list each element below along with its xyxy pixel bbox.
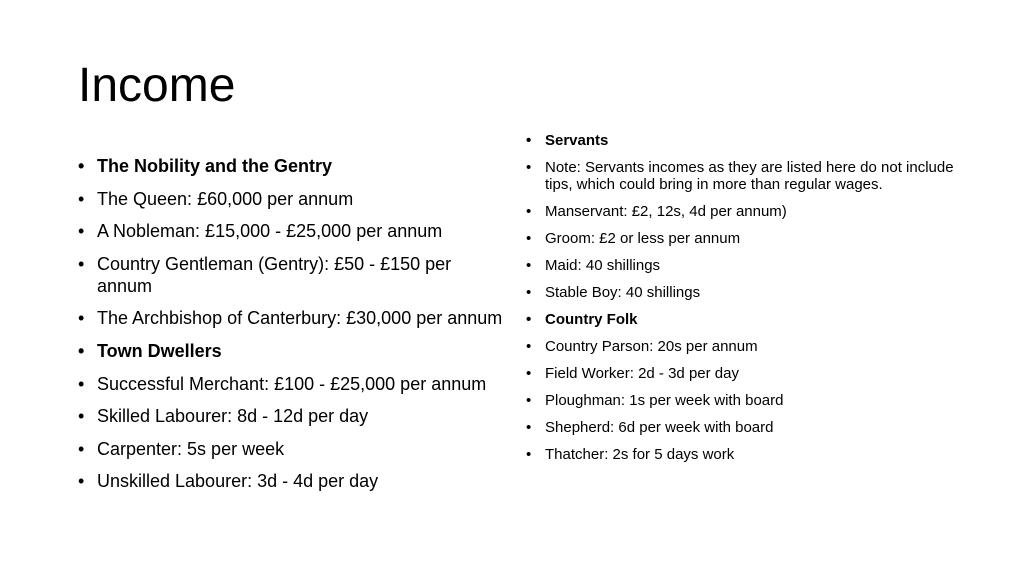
right-list-item-servants-note: • Note: Servants incomes as they are listed here do not include tips, which could bring in more than regular wages.: [526, 159, 956, 193]
right-bullet-list: [526, 132, 956, 473]
left-list-item-country-gentleman: • Country Gentleman (Gentry): £50 - £150 per annum: [78, 253, 508, 297]
left-list-item-merchant: • Successful Merchant: £100 - £25,000 per annum: [78, 373, 508, 395]
left-list-item-carpenter: • Carpenter: 5s per week: [78, 438, 508, 460]
left-list-item-unskilled-labourer: • Unskilled Labourer: 3d - 4d per day: [78, 470, 508, 492]
left-list-item-nobleman: • A Nobleman: £15,000 - £25,000 per annum: [78, 220, 508, 242]
right-list-item-ploughman: • Ploughman: 1s per week with board: [526, 392, 956, 409]
right-list-item-field-worker: • Field Worker: 2d - 3d per day: [526, 365, 956, 382]
right-list-item-manservant: • Manservant: £2, 12s, 4d per annum): [526, 203, 956, 220]
left-list-item-skilled-labourer: • Skilled Labourer: 8d - 12d per day: [78, 405, 508, 427]
right-list-item-servants-heading: • Servants: [526, 132, 956, 149]
left-list-item-archbishop: • The Archbishop of Canterbury: £30,000 per annum: [78, 307, 508, 329]
right-list-item-thatcher: • Thatcher: 2s for 5 days work: [526, 446, 956, 463]
left-list-item-nobility-heading: • The Nobility and the Gentry: [78, 155, 508, 177]
left-bullet-list: [78, 155, 508, 503]
right-list-item-country-folk-heading: • Country Folk: [526, 311, 956, 328]
left-list-item-town-dwellers-heading: • Town Dwellers: [78, 340, 508, 362]
slide-title: Income: [78, 59, 236, 112]
right-list-item-stable-boy: • Stable Boy: 40 shillings: [526, 284, 956, 301]
left-list-item-queen: • The Queen: £60,000 per annum: [78, 188, 508, 210]
right-list-item-maid: • Maid: 40 shillings: [526, 257, 956, 274]
right-list-item-groom: • Groom: £2 or less per annum: [526, 230, 956, 247]
right-list-item-country-parson: • Country Parson: 20s per annum: [526, 338, 956, 355]
right-list-item-shepherd: • Shepherd: 6d per week with board: [526, 419, 956, 436]
